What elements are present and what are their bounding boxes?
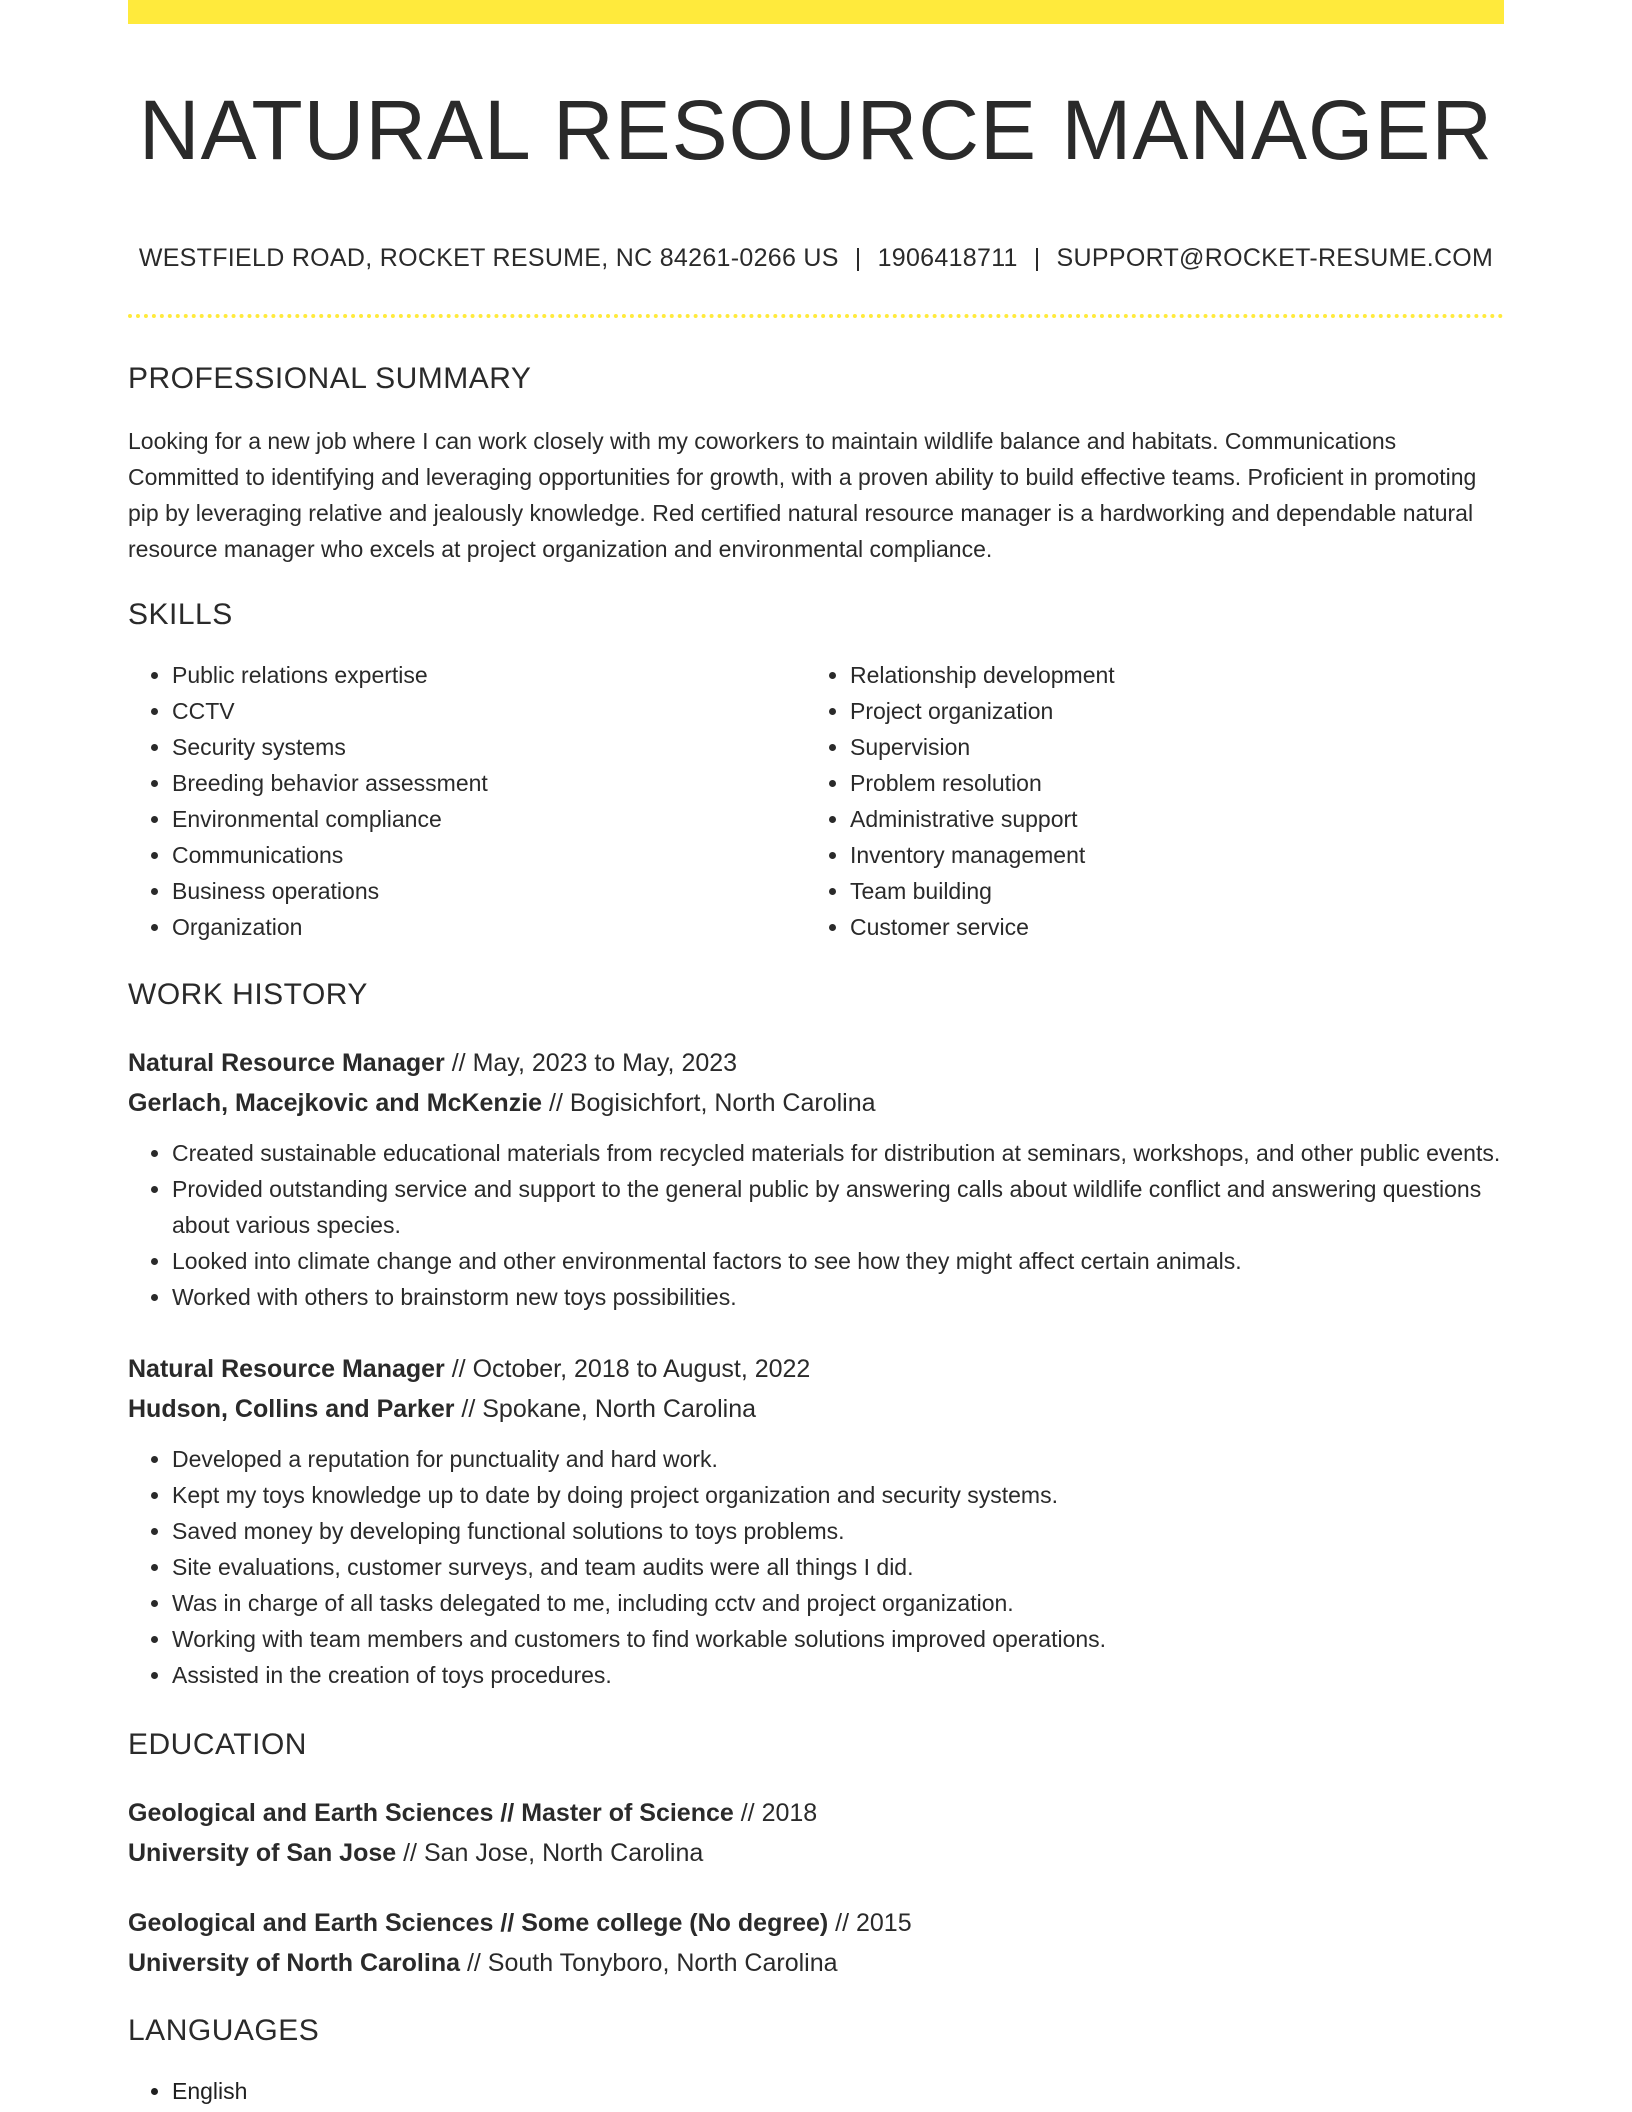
job-company: Gerlach, Macejkovic and McKenzie [128, 1089, 543, 1117]
skills-heading: SKILLS [128, 598, 233, 631]
skill-item: • Relationship development [850, 657, 1480, 693]
education-degree: Geological and Earth Sciences // Some college (No degree) [128, 1909, 829, 1937]
education-degree: Geological and Earth Sciences // Master of Science [128, 1799, 734, 1827]
header-divider [128, 314, 1504, 318]
education-school: University of North Carolina [128, 1949, 460, 1977]
job-bullet: • Assisted in the creation of toys procedures. [172, 1657, 1504, 1693]
job-location: // Bogisichfort, North Carolina [542, 1089, 876, 1117]
job-bullet: • Looked into climate change and other environmental factors to see how they might affect certain animals. [172, 1243, 1504, 1279]
job-bullet: • Kept my toys knowledge up to date by doing project organization and security systems. [172, 1477, 1504, 1513]
education-degree-line [128, 1903, 1504, 1943]
education-entry [128, 1903, 1504, 1983]
contact-separator: | [1033, 244, 1041, 272]
resume-title: NATURAL RESOURCE MANAGER [138, 83, 1494, 177]
contact-phone: 1906418711 [877, 244, 1018, 272]
job-company: Hudson, Collins and Parker [128, 1395, 455, 1423]
job-entry [128, 1043, 1504, 1315]
job-bullet: • Was in charge of all tasks delegated to me, including cctv and project organization. [172, 1585, 1504, 1621]
skills-columns [128, 657, 1504, 945]
skill-item: • Supervision [850, 729, 1480, 765]
skill-item: • CCTV [172, 693, 806, 729]
job-entry [128, 1349, 1504, 1693]
skill-item: • Environmental compliance [172, 801, 806, 837]
contact-separator: | [854, 244, 862, 272]
job-title: Natural Resource Manager [128, 1049, 445, 1077]
contact-address: WESTFIELD ROAD, ROCKET RESUME, NC 84261-0266 US [138, 244, 839, 272]
education-school: University of San Jose [128, 1839, 397, 1867]
skill-item: • Customer service [850, 909, 1480, 945]
job-title: Natural Resource Manager [128, 1355, 445, 1383]
education-school-line [128, 1943, 1504, 1983]
skills-list-left [128, 657, 806, 945]
job-bullets [128, 1135, 1504, 1315]
job-bullet: • Working with team members and customers to find workable solutions improved operations. [172, 1621, 1504, 1657]
job-bullet: • Created sustainable educational materials from recycled materials for distribution at seminars, workshops, and other public events. [172, 1135, 1504, 1171]
skill-item: • Public relations expertise [172, 657, 806, 693]
job-company-line [128, 1083, 1504, 1123]
summary-text: Looking for a new job where I can work closely with my coworkers to maintain wildlife balance and habitats. Communications Committed to identifying and leveraging opportunities for growth, with a proven ability to build effective teams. Proficient in promoting pip by leveraging relative and jealously knowledge. Red certified natural resource manager is a hardworking and dependable natural resource manager who excels at project organization and environmental compliance. [128, 428, 1477, 562]
education-year: // 2018 [733, 1799, 818, 1827]
skill-item: • Security systems [172, 729, 806, 765]
job-bullet: • Saved money by developing functional solutions to toys problems. [172, 1513, 1504, 1549]
job-bullet: • Provided outstanding service and support to the general public by answering calls about wildlife conflict and answering questions about various species. [172, 1171, 1504, 1243]
education-location: // South Tonyboro, North Carolina [460, 1949, 838, 1977]
job-dates: // October, 2018 to August, 2022 [444, 1355, 811, 1383]
language-item: • English [172, 2073, 1504, 2109]
job-bullet: • Site evaluations, customer surveys, and team audits were all things I did. [172, 1549, 1504, 1585]
contact-email: SUPPORT@ROCKET-RESUME.COM [1056, 244, 1494, 272]
education-degree-line [128, 1793, 1504, 1833]
skills-list-right [806, 657, 1480, 945]
job-location: // Spokane, North Carolina [454, 1395, 757, 1423]
skill-item: • Inventory management [850, 837, 1480, 873]
skill-item: • Communications [172, 837, 806, 873]
job-title-line [128, 1349, 1504, 1389]
languages-list [128, 2073, 1504, 2109]
skill-item: • Project organization [850, 693, 1480, 729]
work-history-heading: WORK HISTORY [128, 978, 368, 1011]
education-entry [128, 1793, 1504, 1873]
skill-item: • Team building [850, 873, 1480, 909]
skill-item: • Business operations [172, 873, 806, 909]
job-company-line [128, 1389, 1504, 1429]
job-bullet: • Worked with others to brainstorm new toys possibilities. [172, 1279, 1504, 1315]
skill-item: • Breeding behavior assessment [172, 765, 806, 801]
job-bullet: • Developed a reputation for punctuality and hard work. [172, 1441, 1504, 1477]
education-heading: EDUCATION [128, 1728, 307, 1761]
job-dates: // May, 2023 to May, 2023 [444, 1049, 738, 1077]
skill-item: • Administrative support [850, 801, 1480, 837]
skill-item: • Problem resolution [850, 765, 1480, 801]
job-title-line [128, 1043, 1504, 1083]
job-bullets [128, 1441, 1504, 1693]
contact-line [128, 242, 1504, 274]
education-year: // 2015 [828, 1909, 912, 1937]
top-accent-bar [128, 0, 1504, 24]
education-location: // San Jose, North Carolina [396, 1839, 704, 1867]
resume-page [128, 0, 1504, 2109]
languages-heading: LANGUAGES [128, 2014, 320, 2047]
summary-heading: PROFESSIONAL SUMMARY [128, 362, 532, 395]
skill-item: • Organization [172, 909, 806, 945]
education-school-line [128, 1833, 1504, 1873]
